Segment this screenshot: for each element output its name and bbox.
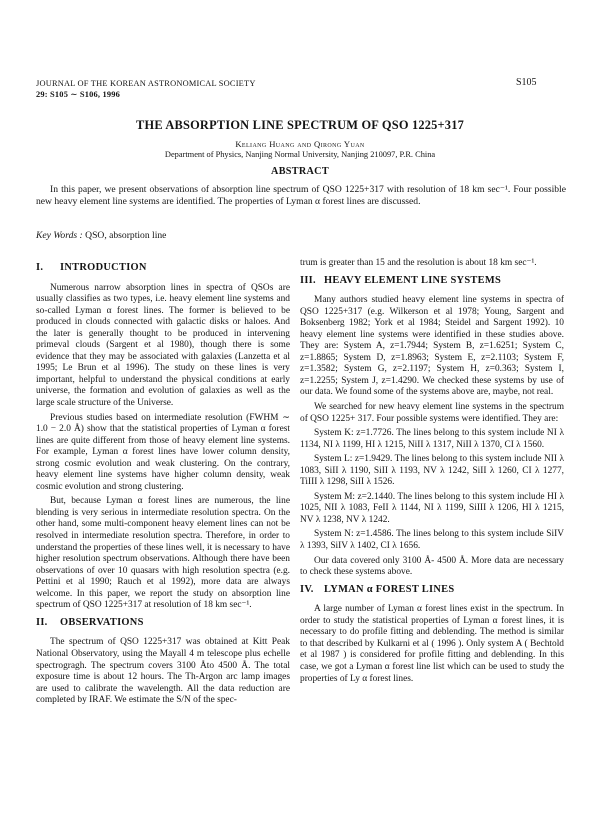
affiliation: Department of Physics, Nanjing Normal University, Nanjing 210097, P.R. China [164,150,436,159]
paragraph: We searched for new heavy element line systems in the spectrum of QSO 1225+ 317. Four possible systems were identified. They are: [300,402,564,424]
right-column [300,258,564,688]
section-heading-lyman-forest [300,584,564,596]
section-heading-observations [36,617,290,629]
journal-name: JOURNAL OF THE KOREAN ASTRONOMICAL SOCIETY [36,79,256,88]
paragraph: A large number of Lyman α forest lines exist in the spectrum. In order to study the statistical properties of Lyman α forest lines, it is necessary to do profile fitting and deblending. The method is similar to that described by Kulkarni et al ( 1996 ). Only system A ( Bechtold et al 1987 ) is considered for profile fitting and deblending. In this case, we got a Lyman α forest line list which can be used to study the properties of Ly α forest lines. [300,604,564,684]
section-title: INTRODUCTION [60,262,147,273]
journal-volume-pages: 29: S105 ∼ S106, 1996 [36,90,121,99]
left-column [36,258,290,710]
page-number: S105 [516,77,537,88]
section-number: IV. [300,583,314,595]
section-number: I. [36,262,44,273]
section-heading-introduction [36,262,290,274]
paragraph: System L: z=1.9429. The lines belong to this system include NII λ 1083, SiII λ 1190, SiII λ 1193, NV λ 1242, SiII λ 1260, CI λ 1277, TiIII λ 1298, SiII λ 1526. [300,454,564,488]
keywords-value: QSO, absorption line [85,230,167,241]
section-title: HEAVY ELEMENT LINE SYSTEMS [324,274,502,286]
section-title: OBSERVATIONS [60,616,144,628]
section-number: III. [300,274,316,286]
paragraph: The spectrum of QSO 1225+317 was obtained at Kitt Peak National Observatory, using the Mayall 4 m telescope plus echelle spectrogragh. The spectrum covers 3100 Åto 4500 Å. The total exposure time is about 12 hours. The Th-Argon arc lamp images are used to calibrate the wavelength. All the data reduction are completed by IRAF. We estimate the S/N of the spec- [36,637,290,706]
paragraph: trum is greater than 15 and the resolution is about 18 km sec⁻¹. [300,258,537,268]
paragraph: System M: z=2.1440. The lines belong to this system include HI λ 1025, NII λ 1083, FeII λ 1144, NI λ 1199, SiIII λ 1206, HI λ 1215, NV λ 1238, NV λ 1242. [300,491,564,525]
abstract-text: In this paper, we present observations of absorption line spectrum of QSO 1225+317 with resolution of 18 km sec⁻¹. Four possible new heavy element line systems are identified. The properties of Lyman α forest lines are discussed. [36,184,566,208]
keywords [36,230,166,241]
paragraph: Our data covered only 3100 Å- 4500 Å. More data are necessary to check these systems above. [300,555,564,578]
section-number: II. [36,616,48,628]
authors: Keliang Huang and Qirong Yuan [235,139,365,149]
abstract-heading: ABSTRACT [271,166,329,177]
paper-title: THE ABSORPTION LINE SPECTRUM OF QSO 1225+317 [136,118,464,132]
paragraph: System N: z=1.4586. The lines belong to this system include SiIV λ 1393, SiIV λ 1402, CI λ 1656. [300,529,564,552]
paragraph: System K: z=1.7726. The lines belong to this system include NI λ 1134, NI λ 1199, HI λ 1215, NiII λ 1317, NiII λ 1370, CI λ 1560. [300,428,564,450]
section-heading-heavy-element [300,275,564,287]
keywords-label: Key Words : [36,230,83,241]
paragraph: But, because Lyman α forest lines are numerous, the line blending is very serious in intermediate resolution spectra. On the other hand, some multi-component heavy element lines can not be resolved in intermediate resolution spectra. Therefore, in order to understand the properties of these lines well, it is necessary to have higher resolution spectrum observations. Although there have been observations of over 10 quasars with high resolution spectra (e.g. Pettini et al 1990; Rauch et al 1992), more data are always welcome. In this paper, we report the study on absorption line spectrum of QSO 1225+317 at resolution of 18 km sec⁻¹. [36,496,290,611]
section-title: LYMAN α FOREST LINES [324,583,455,595]
paragraph: Previous studies based on intermediate resolution (FWHM ∼ 1.0 − 2.0 Å) show that the statistical properties of Lyman α forest lines are quite different from those of heavy element line systems. For example, Lyman α forest lines have lower column density, strong cosmic evolution and weak clustering. On the contrary, heavy element line systems have higher column density, weak cosmic evolution and strong clustering. [36,412,290,492]
journal-header [36,78,256,100]
paragraph: Numerous narrow absorption lines in spectra of QSOs are usually classifies as two types, i.e. heavy element line systems and so-called Lyman α forest lines. The former is believed to be produced in clouds connected with galactic disks or haloes. And the later is generally thought to be produced in intervening primeval clouds (Sargent et al 1980), though there is some evidence that they may be associated with galaxies (Lanzetta et al 1995; Le Brun et al 1996). The study on these lines is very important, helpful to understand the physical conditions at early universe, the formation and evolution of galaxies as well as the large scale structure of the Universe. [36,282,290,409]
paragraph: Many authors studied heavy element line systems in spectra of QSO 1225+317 (e.g. Wilkerson et al 1978; Young, Sargent and Boksenberg 1982; York et al 1984; Steidel and Sargent 1992). 10 heavy element line systems were identified in these studies above. They are: System A, z=1.7944; System B, z=1.6251; System C, z=1.8865; System D, z=1.8963; System E, z=2.1103; System F, z=1.3582; System G, z=2.1197; System H, z=0.363; System I, z=1.2255; System J, z=1.4290. We checked these systems by use of our data. We found some of the systems above are, maybe, not real. [300,295,564,398]
